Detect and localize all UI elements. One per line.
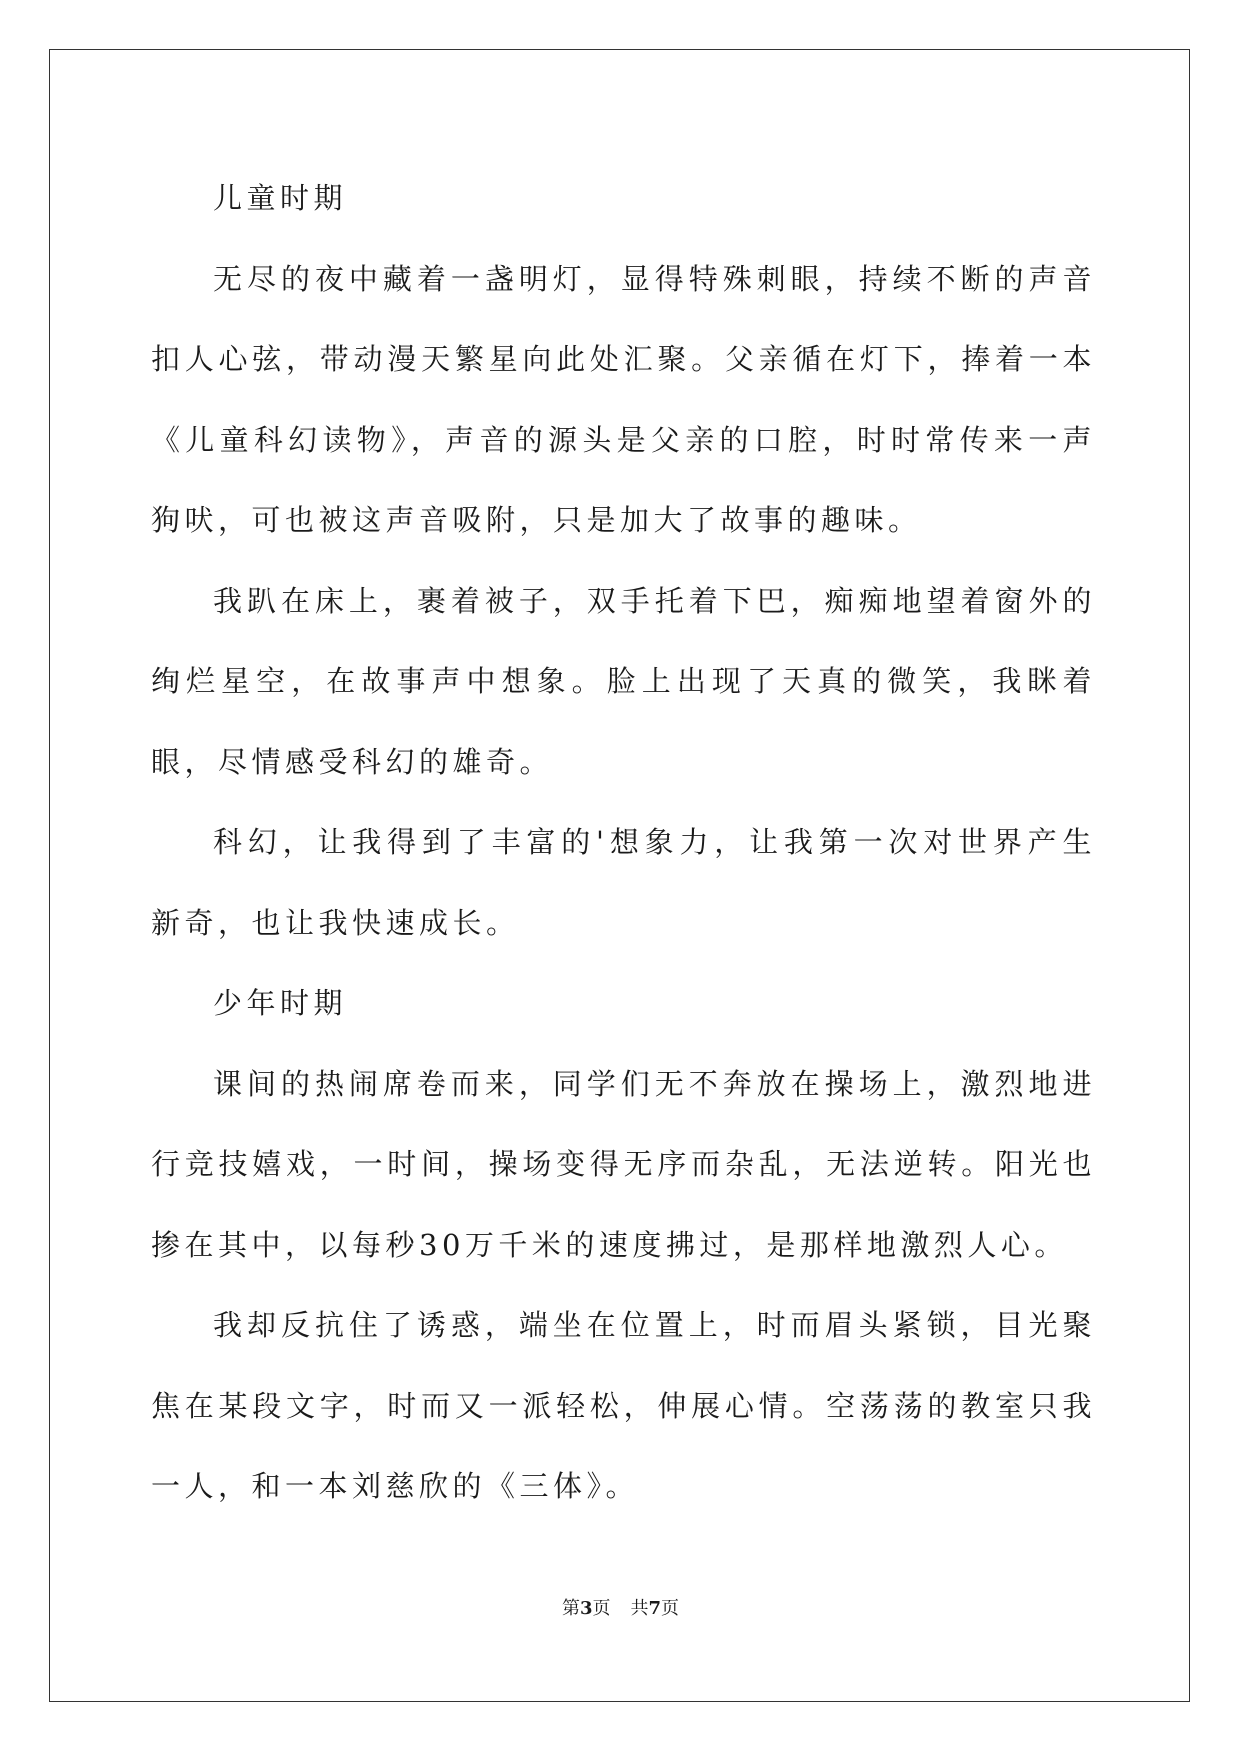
paragraph: 课间的热闹席卷而来，同学们无不奔放在操场上，激烈地进行竞技嬉戏，一时间，操场变得无序而杂乱，无法逆转。阳光也掺在其中，以每秒30万千米的速度拂过，是那样地激烈人心。 <box>151 1066 1096 1262</box>
page-footer <box>0 1594 1241 1620</box>
paragraph: 无尽的夜中藏着一盏明灯，显得特殊刺眼，持续不断的声音扣人心弦，带动漫天繁星向此处汇聚。父亲循在灯下，捧着一本《儿童科幻读物》，声音的源头是父亲的口腔，时时常传来一声狗吠，可也被这声音吸附，只是加大了故事的趣味。 <box>151 261 1096 537</box>
paragraph: 科幻，让我得到了丰富的'想象力，让我第一次对世界产生新奇，也让我快速成长。 <box>151 825 1096 940</box>
page-total: 共7页 <box>630 1598 680 1619</box>
document-body <box>151 158 1096 1527</box>
paragraph: 我趴在床上，裹着被子，双手托着下巴，痴痴地望着窗外的绚烂星空，在故事声中想象。脸上出现了天真的微笑，我眯着眼，尽情感受科幻的雄奇。 <box>151 583 1096 779</box>
section-heading-youth: 少年时期 <box>213 986 348 1020</box>
section-heading-childhood: 儿童时期 <box>213 181 348 215</box>
paragraph: 我却反抗住了诱惑，端坐在位置上，时而眉头紧锁，目光聚焦在某段文字，时而又一派轻松，伸展心情。空荡荡的教室只我一人，和一本刘慈欣的《三体》。 <box>151 1308 1096 1503</box>
page-number: 第3页 <box>561 1598 611 1619</box>
